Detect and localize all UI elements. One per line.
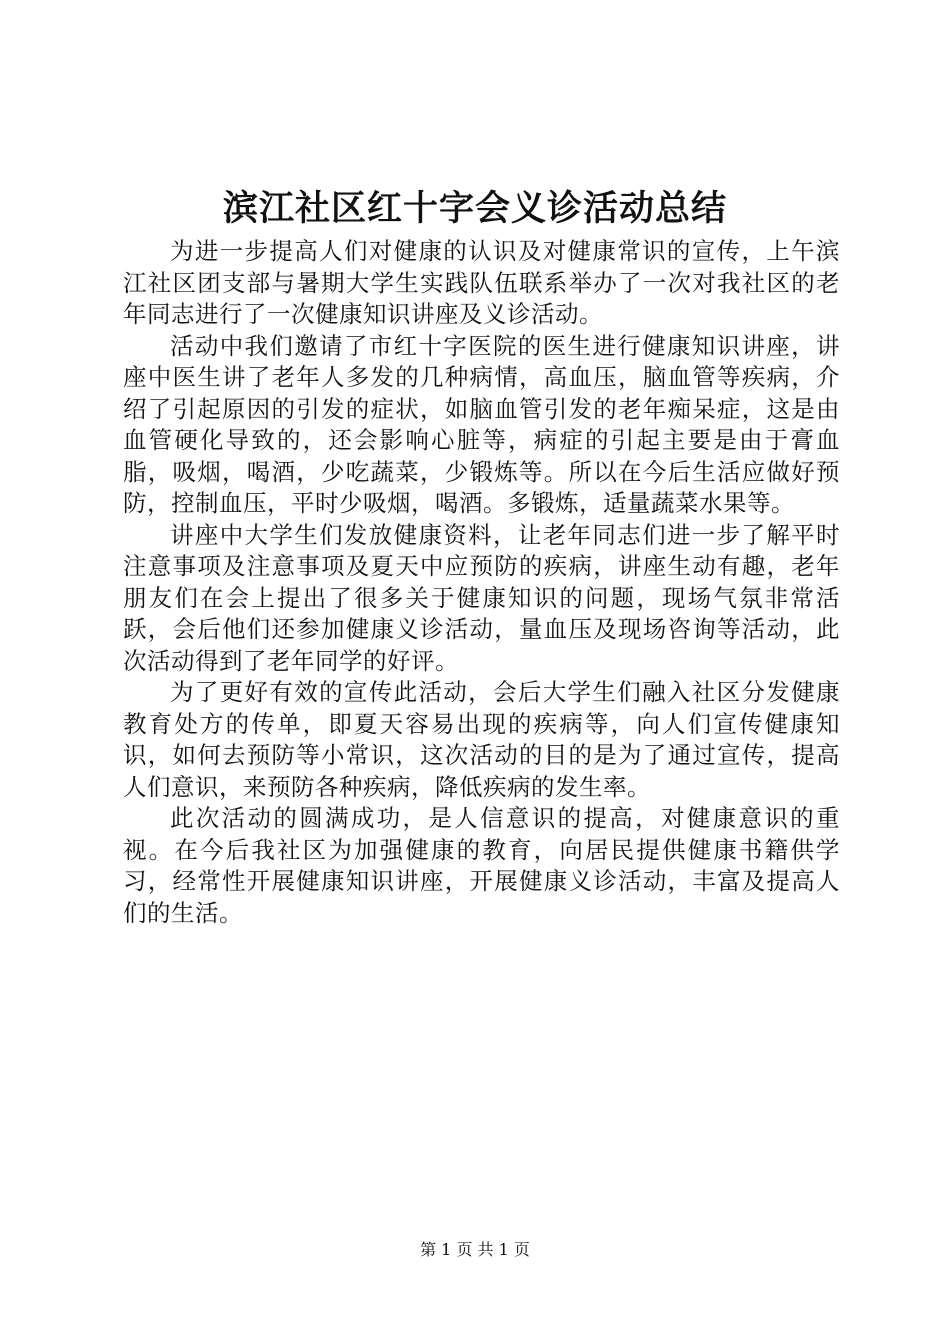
paragraph-4: 为了更好有效的宣传此活动，会后大学生们融入社区分发健康教育处方的传单，即夏天容易出现的疾病等，向人们宣传健康知识，如何去预防等小常识，这次活动的目的是为了通过宣传，提高人们意识，来预防各种疾病，降低疾病的发生率。 bbox=[123, 678, 840, 801]
paragraph-2: 活动中我们邀请了市红十字医院的医生进行健康知识讲座，讲座中医生讲了老年人多发的几种病情，高血压，脑血管等疾病，介绍了引起原因的引发的症状，如脑血管引发的老年痴呆症，这是由血管硬化导致的，还会影响心脏等，病症的引起主要是由于膏血脂，吸烟，喝酒，少吃蔬菜，少锻炼等。所以在今后生活应做好预防，控制血压，平时少吸烟，喝酒。多锻炼，适量蔬菜水果等。 bbox=[123, 331, 840, 517]
paragraph-1: 为进一步提高人们对健康的认识及对健康常识的宣传，上午滨江社区团支部与暑期大学生实践队伍联系举办了一次对我社区的老年同志进行了一次健康知识讲座及义诊活动。 bbox=[123, 237, 840, 328]
page-footer: 第 1 页 共 1 页 bbox=[420, 1240, 530, 1259]
paragraph-5: 此次活动的圆满成功，是人信意识的提高，对健康意识的重视。在今后我社区为加强健康的教育，向居民提供健康书籍供学习，经常性开展健康知识讲座，开展健康义诊活动，丰富及提高人们的生活。 bbox=[123, 804, 840, 927]
paragraph-3: 讲座中大学生们发放健康资料，让老年同志们进一步了解平时注意事项及注意事项及夏天中应预防的疾病，讲座生动有趣，老年朋友们在会上提出了很多关于健康知识的问题，现场气氛非常活跃，会后他们还参加健康义诊活动，量血压及现场咨询等活动，此次活动得到了老年同学的好评。 bbox=[123, 520, 840, 675]
document-title: 滨江社区红十字会义诊活动总结 bbox=[222, 188, 727, 229]
document-body bbox=[123, 236, 840, 929]
